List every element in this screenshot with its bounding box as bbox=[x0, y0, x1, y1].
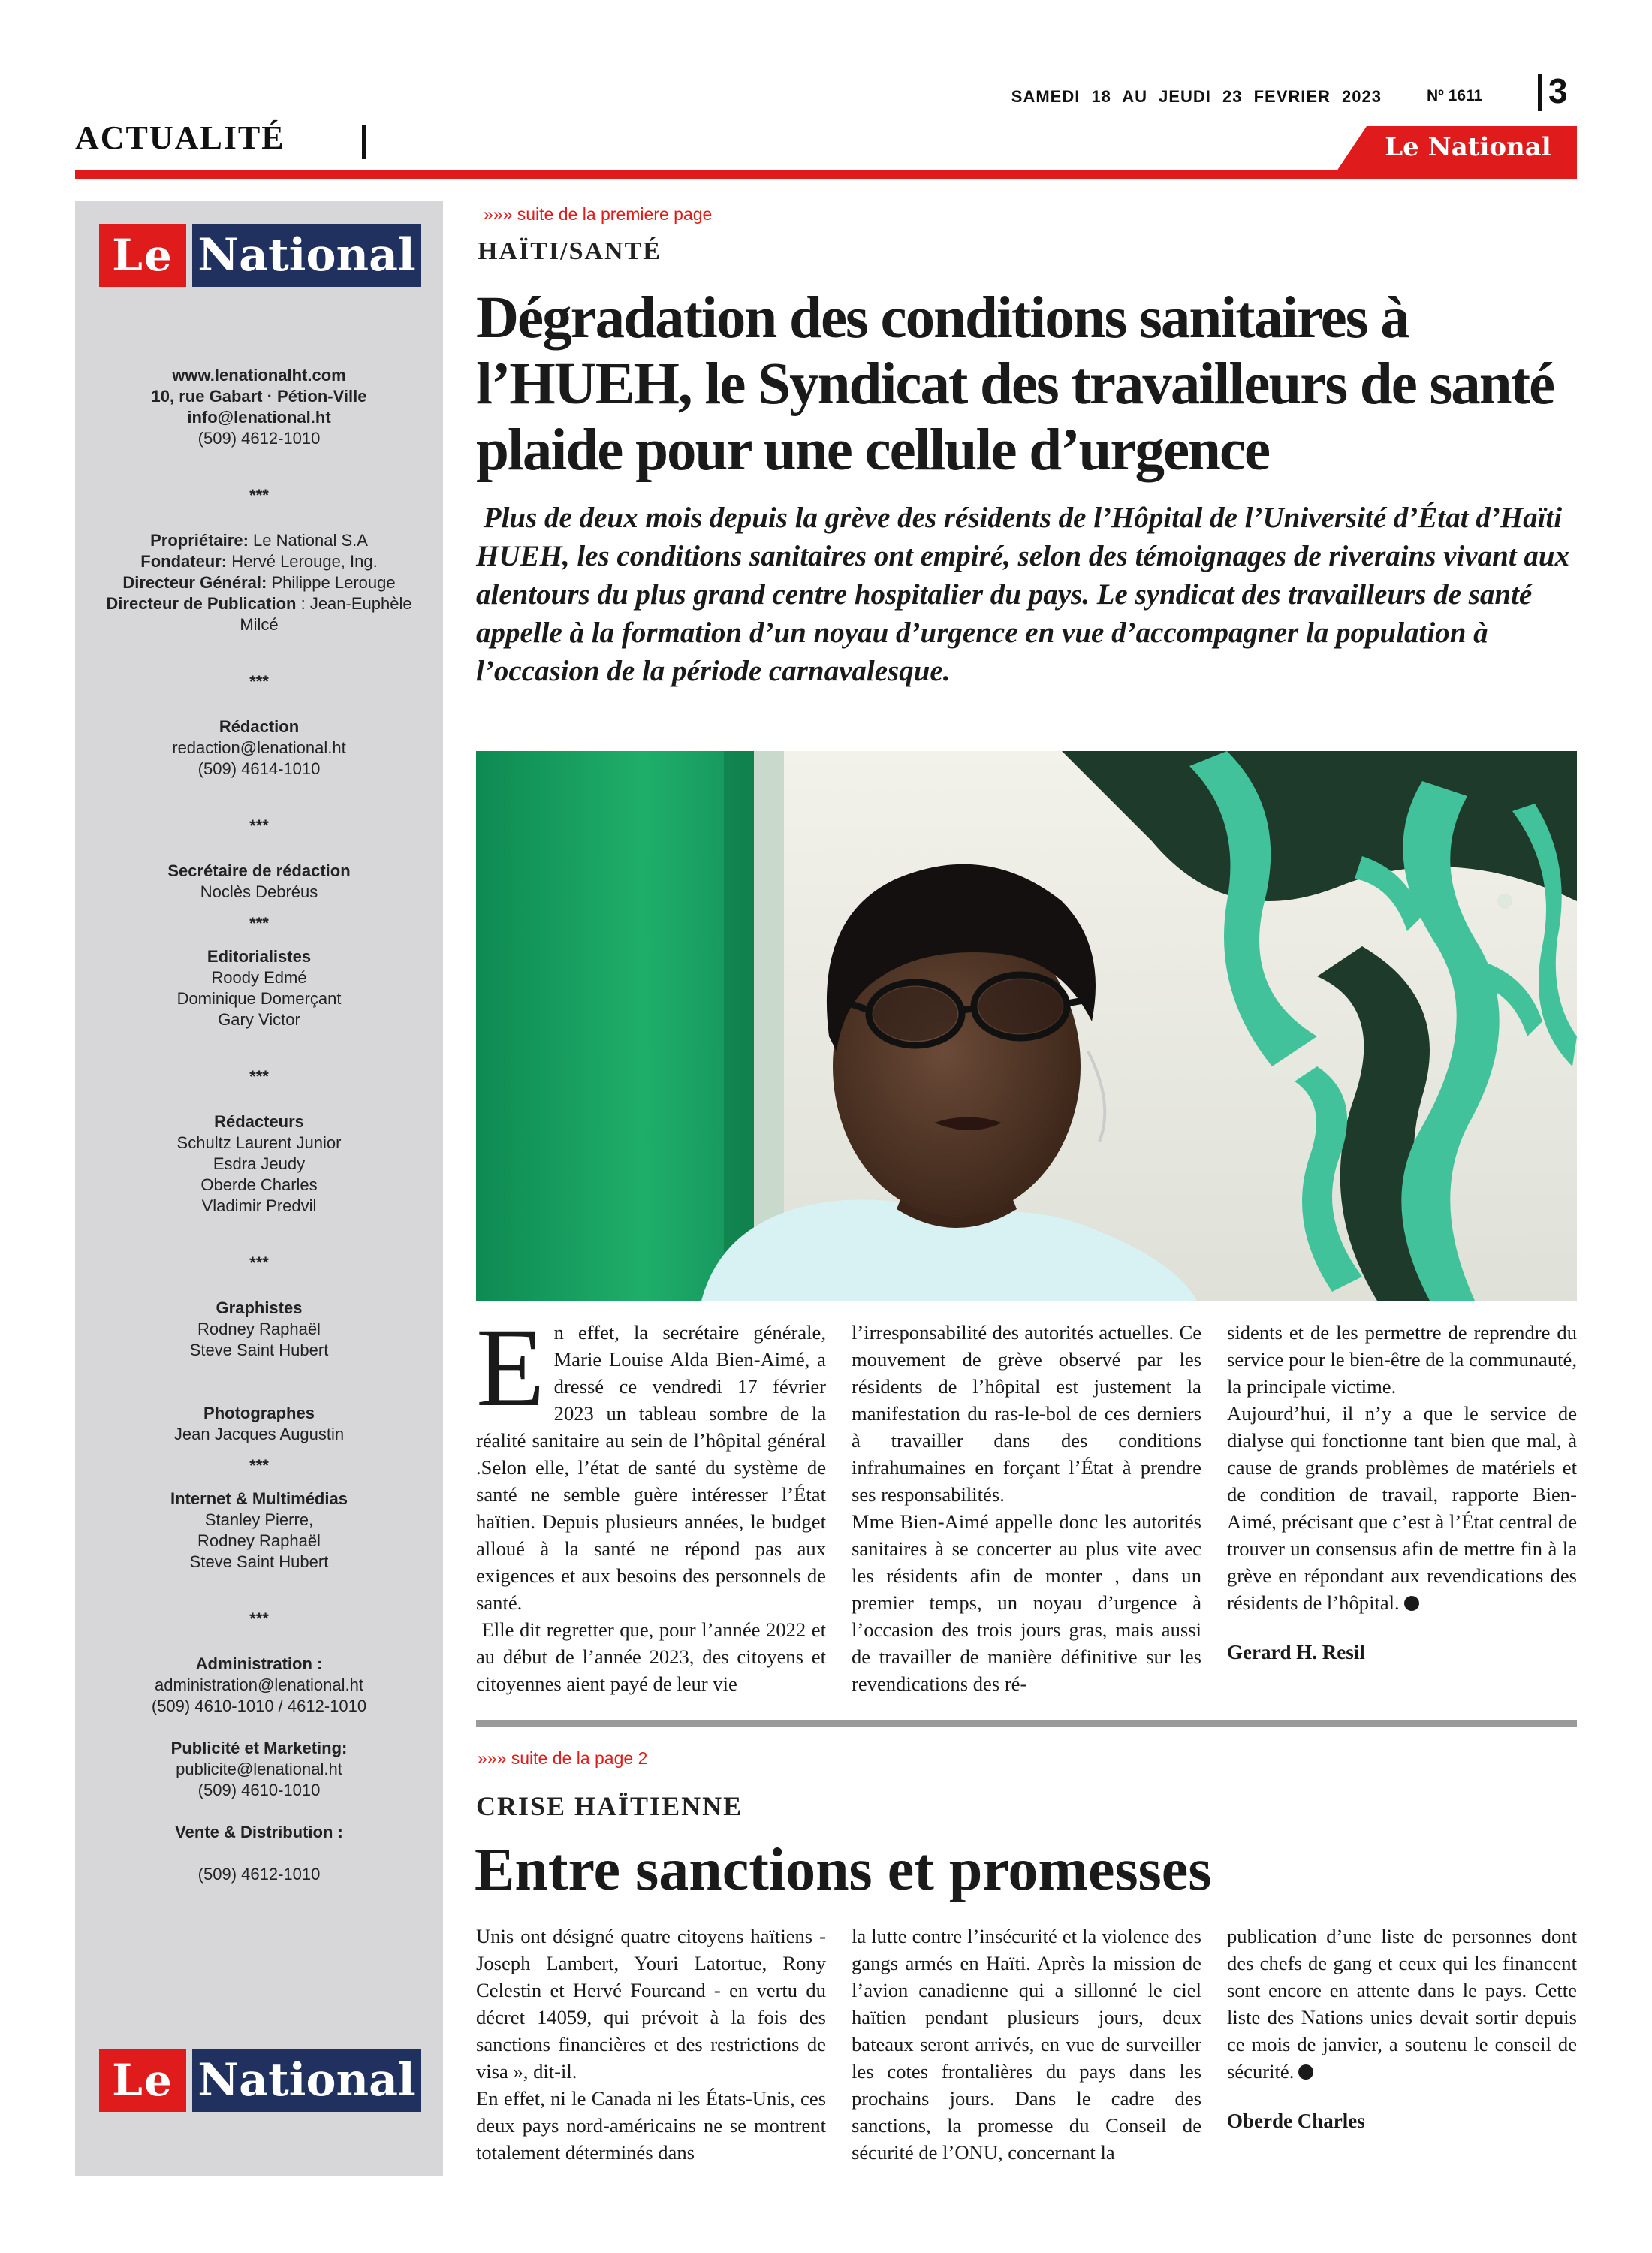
separator-stars: *** bbox=[249, 486, 269, 505]
role-proprietaire: Propriétaire: Le National S.A bbox=[150, 531, 368, 550]
article-separator bbox=[476, 1720, 1577, 1727]
photographes-title: Photographes bbox=[203, 1404, 315, 1422]
issue-number: Nº 1611 bbox=[1427, 87, 1483, 104]
graphiste-name: Steve Saint Hubert bbox=[189, 1341, 329, 1359]
article-byline: Oberde Charles bbox=[1227, 2110, 1365, 2132]
paragraph: En effet, ni le Canada ni les États-Unis, ces deux pays nord-américains ne se montrent totalement déterminés dans bbox=[476, 2087, 826, 2164]
paragraph: publication d’une liste de personnes dont des chefs de gang et ceux qui les financent sont encore en attente dans le pays. Cette liste des Nations unies devait sortir depuis ce mois de janvier, a soutenu le conseil de sécurité. bbox=[1227, 1925, 1577, 2083]
secretaire-name: Noclès Debréus bbox=[200, 882, 318, 901]
paragraph: Aujourd’hui, il n’y a que le service de dialyse qui fonctionne tant bien que mal, à cause de grands problèmes de matériels et de condition de travail, rapporte Bien-Aimé, précisant que c’est à l’État central de trouver un consensus afin de mettre fin à la grève en répondant aux revendications des résidents de l’hôpital. bbox=[1227, 1402, 1577, 1614]
article-headline: Entre sanctions et promesses bbox=[475, 1837, 1212, 1903]
brand-tab-label: Le National bbox=[1385, 132, 1551, 162]
section-label: ACTUALITÉ bbox=[75, 119, 285, 156]
redacteur-name: Schultz Laurent Junior bbox=[176, 1133, 342, 1152]
administration-phone: (509) 4610-1010 / 4612-1010 bbox=[151, 1697, 367, 1715]
graphistes-title: Graphistes bbox=[216, 1298, 303, 1317]
paragraph: sidents et de les permettre de reprendre du service pour le bien-être de la communauté, la principale victime. bbox=[1227, 1321, 1577, 1398]
le-national-logo bbox=[99, 224, 421, 287]
logo-le: Le bbox=[99, 224, 186, 287]
website-link[interactable]: www.lenationalht.com bbox=[172, 366, 346, 385]
masthead-credits bbox=[75, 365, 443, 1885]
article-column-2 bbox=[852, 1319, 1201, 1697]
separator-stars: *** bbox=[249, 1609, 269, 1628]
administration-email[interactable]: administration@lenational.ht bbox=[155, 1675, 363, 1694]
article-column-1 bbox=[476, 1923, 826, 2166]
paragraph: Mme Bien-Aimé appelle donc les autorités sanitaires à se concerter au plus vite avec les résidents afin de monter , dans un premier temps, un noyau d’urgence à l’occasion des trois jours gras, mais aussi de travailler de manière définitive sur les revendications des ré- bbox=[852, 1510, 1201, 1695]
article-body bbox=[476, 1305, 1577, 1697]
separator-stars: *** bbox=[249, 1067, 269, 1086]
publicite-phone: (509) 4610-1010 bbox=[197, 1781, 321, 1799]
page-number: 3 bbox=[1548, 71, 1568, 110]
role-directeur-publication: Directeur de Publication : Jean-Euphèle Milcé bbox=[106, 594, 412, 634]
article-rubric: HAÏTI/SANTÉ bbox=[478, 237, 662, 265]
internet-name: Steve Saint Hubert bbox=[189, 1552, 329, 1571]
vente-title: Vente & Distribution : bbox=[175, 1823, 343, 1841]
paragraph: l’irresponsabilité des autorités actuelles. Ce mouvement de grève observé par les résidents de l’hôpital est justement la manifestation du ras-le-bol de ces derniers à travailler dans des conditions infrahumaines en forçant l’État à prendre ses responsabilités. bbox=[852, 1321, 1201, 1506]
article-photo bbox=[476, 751, 1577, 1301]
logo-national: National bbox=[192, 2049, 421, 2112]
editorialiste-name: Roody Edmé bbox=[211, 968, 307, 987]
issue-date: SAMEDI 18 AU JEUDI 23 FEVRIER 2023 bbox=[1011, 87, 1382, 106]
info-email[interactable]: info@lenational.ht bbox=[187, 408, 331, 427]
paragraph: n effet, la secrétaire générale, Marie Louise Alda Bien-Aimé, a dressé ce vendredi 17 février 2023 un tableau sombre de la réalité sanitaire au sein de l’hôpital général .Selon elle, l’état de santé du système de santé ne semble guère intéresser l’État haïtien. Depuis plusieurs années, le budget alloué à la santé ne répond pas aux exigences et aux besoins des personnels de santé. bbox=[476, 1321, 826, 1614]
editorialistes-title: Editorialistes bbox=[206, 947, 312, 966]
redaction-email[interactable]: redaction@lenational.ht bbox=[172, 738, 346, 757]
continued-from-link[interactable]: »»» suite de la page 2 bbox=[478, 1748, 648, 1768]
redacteur-name: Oberde Charles bbox=[200, 1175, 318, 1194]
redacteurs-title: Rédacteurs bbox=[214, 1112, 304, 1131]
masthead-sidebar bbox=[75, 201, 443, 2176]
article-column-1 bbox=[476, 1305, 826, 1697]
article-column-3 bbox=[1227, 1923, 1577, 2166]
vente-phone: (509) 4612-1010 bbox=[197, 1865, 321, 1884]
role-directeur-general: Directeur Général: Philippe Lerouge bbox=[122, 573, 396, 592]
secretaire-title: Secrétaire de rédaction bbox=[167, 861, 351, 880]
article-body bbox=[476, 1923, 1577, 2166]
article-lead: Plus de deux mois depuis la grève des résidents de l’Hôpital de l’Université d’État d’Haïti HUEH, les conditions sanitaires ont empiré, selon des témoignages de riverains vivant aux alentours du plus grand centre hospitalier du pays. Le syndicat des travailleurs de santé appelle à la formation d’un noyau d’urgence en vue d’accompagner la population à l’occasion de la période carnavalesque. bbox=[476, 502, 1570, 687]
end-mark-icon bbox=[1298, 2064, 1313, 2080]
article-headline: Dégradation des conditions sanitaires à l’HUEH, le Syndicat des travailleurs de santé plaide pour une cellule d’urgence bbox=[476, 285, 1554, 483]
redaction-title: Rédaction bbox=[219, 717, 300, 736]
page-number-divider bbox=[1538, 74, 1542, 111]
paragraph: Unis ont désigné quatre citoyens haïtiens - Joseph Lambert, Youri Latortue, Rony Celestin et Hervé Fourcand - en vertu du décret 14059, qui prévoit à la fois des sanctions financières et des restrictions de visa », dit-il. bbox=[476, 1925, 826, 2083]
main-phone: (509) 4612-1010 bbox=[197, 429, 321, 448]
address: 10, rue Gabart · Pétion-Ville bbox=[151, 387, 367, 406]
separator-stars: *** bbox=[249, 1253, 269, 1272]
logo-national: National bbox=[192, 224, 421, 287]
photographe-name: Jean Jacques Augustin bbox=[173, 1425, 345, 1443]
end-mark-icon bbox=[1404, 1596, 1419, 1611]
paragraph: la lutte contre l’insécurité et la violence des gangs armés en Haïti. Après la mission de l’avion canadienne qui a sillonné le ciel haïtien pendant plusieurs jours, deux bateaux seront arrivés, en vue de surveiller les cotes frontalières du pays dans les prochains jours. Dans le cadre des sanctions, la promesse du Conseil de sécurité de l’ONU, concernant la bbox=[852, 1925, 1201, 2164]
separator-stars: *** bbox=[249, 1456, 269, 1475]
section-divider bbox=[362, 125, 366, 159]
separator-stars: *** bbox=[249, 672, 269, 691]
redacteur-name: Esdra Jeudy bbox=[213, 1154, 306, 1173]
editorialiste-name: Dominique Domerçant bbox=[176, 989, 342, 1008]
article-rubric: CRISE HAÏTIENNE bbox=[476, 1791, 743, 1821]
administration-title: Administration : bbox=[195, 1654, 323, 1673]
article-column-3 bbox=[1227, 1319, 1577, 1697]
separator-stars: *** bbox=[249, 816, 269, 835]
editorialiste-name: Gary Victor bbox=[218, 1010, 300, 1029]
graphiste-name: Rodney Raphaël bbox=[197, 1320, 321, 1338]
logo-le: Le bbox=[99, 2049, 186, 2112]
internet-title: Internet & Multimédias bbox=[170, 1489, 348, 1508]
internet-name: Rodney Raphaël bbox=[197, 1531, 321, 1550]
continued-from-link[interactable]: »»» suite de la premiere page bbox=[484, 204, 713, 224]
publicite-email[interactable]: publicite@lenational.ht bbox=[176, 1760, 342, 1778]
role-fondateur: Fondateur: Hervé Lerouge, Ing. bbox=[140, 552, 378, 571]
redacteur-name: Vladimir Predvil bbox=[201, 1196, 317, 1215]
le-national-logo bbox=[99, 2049, 421, 2112]
article-byline: Gerard H. Resil bbox=[1227, 1641, 1365, 1663]
redaction-phone: (509) 4614-1010 bbox=[197, 759, 321, 778]
publicite-title: Publicité et Marketing: bbox=[170, 1739, 348, 1757]
article-column-2 bbox=[852, 1923, 1201, 2166]
internet-name: Stanley Pierre, bbox=[204, 1510, 314, 1529]
drop-cap: E bbox=[476, 1305, 545, 1430]
separator-stars: *** bbox=[249, 914, 269, 933]
paragraph: Elle dit regretter que, pour l’année 2022 et au début de l’année 2023, des citoyens et citoyennes aient payé de leur vie bbox=[476, 1618, 826, 1695]
